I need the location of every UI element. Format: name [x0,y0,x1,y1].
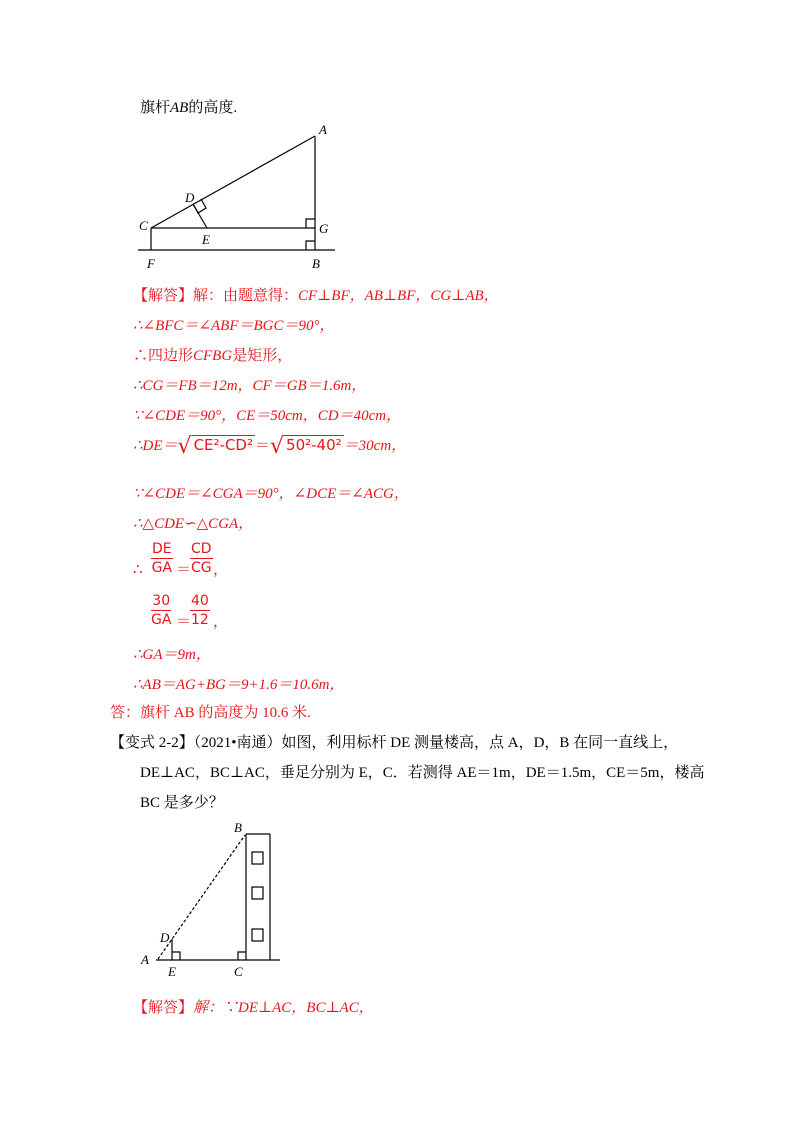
sqrt-1: √ CE²-CD² [177,434,253,459]
variant-tag: 【变式 2-2】 [110,735,194,751]
variant-line2: DE⊥AC，BC⊥AC，垂足分别为 E，C．若测得 AE＝1m，DE＝1.5m，CE＝5m，楼高 [140,765,705,781]
variant-header [110,733,678,753]
label2-C: C [234,964,243,979]
frac2-left [151,592,171,629]
intro-post: 的高度. [188,100,238,116]
fraction-line1 [133,538,333,580]
frac1-left-num: DE [152,541,172,557]
answer-line: 答：旗杆 AB 的高度为 10.6 米. [110,705,311,721]
frac2-end: ， [213,614,229,630]
label2-B: B [234,820,242,835]
variant-line1: 如图，利用标杆 DE 测量楼高，点 A，D，B 在同一直线上， [281,735,679,751]
sqrt-1-content: CE²-CD² [193,436,253,454]
figure-flagpole [135,120,345,275]
frac2-right-den: 12 [191,612,209,628]
label-E: E [202,232,210,247]
line3-a: ∴四边形 [133,348,194,364]
figure-building [138,818,288,980]
label2-A: A [141,952,149,967]
frac1-prefix: ∴ [133,562,143,578]
solution1-header [133,286,499,306]
label-A: A [319,122,327,137]
line3-b: CFBG [193,348,233,364]
frac1-left [151,540,173,577]
intro-text [140,98,237,118]
solution2-header [133,998,374,1018]
solution1-line5: ∵∠CDE＝90°，CE＝50cm，CD＝40cm， [133,408,402,424]
frac2-right [190,592,210,629]
frac1-left-den: GA [151,560,173,576]
label-C: C [139,218,148,233]
solution2-lead: 解：∵DE⊥AC，BC⊥AC， [193,1000,374,1016]
solution1-tag: 【解答】 [133,288,194,304]
solution1-line1: CF⊥BF，AB⊥BF，CG⊥AB， [298,288,499,304]
frac2-left-num: 30 [152,593,171,609]
solution1-line6 [133,432,406,460]
line3-c: 是矩形， [232,348,293,364]
label-F: F [147,256,155,271]
solution1-lead: 解：由题意得： [193,288,299,304]
variant-line3: BC 是多少？ [140,795,224,811]
label-B: B [312,256,320,271]
frac2-right-num: 40 [191,593,209,609]
frac1-right-num: CD [191,541,212,557]
label-D: D [185,190,195,205]
frac1-right-den: CG [190,560,212,576]
solution1-line7: ∵∠CDE＝∠CGA＝90°，∠DCE＝∠ACG， [133,486,409,502]
line6-eq: ＝ [255,438,271,454]
variant-source: （2021•南通） [193,735,282,751]
intro-var: AB [170,100,189,116]
solution1-line4: ∴CG＝FB＝12m，CF＝GB＝1.6m， [133,378,367,394]
label2-D: D [160,930,170,945]
solution1-line2: ∴∠BFC＝∠ABF＝BGC＝90°， [133,318,335,334]
frac1-end: ， [213,562,229,578]
fraction-line2 [133,590,333,632]
sqrt-2-content: 50²-40² [286,436,342,454]
solution1-line3 [133,346,292,366]
frac2-left-den: GA [151,612,172,628]
frac2-eq: ＝ [176,614,192,630]
solution1-line8: ∴△CDE∽△CGA， [133,516,254,532]
line6-b: ＝30cm， [343,438,407,454]
sqrt-2: √ 50²-40² [270,434,342,459]
line6-a: ∴DE＝ [133,438,178,454]
intro-pre: 旗杆 [140,100,171,116]
label-G: G [319,221,329,236]
solution2-tag: 【解答】 [133,1000,194,1016]
solution1-line10: ∴AB＝AG+BG＝9+1.6＝10.6m， [133,677,345,693]
frac1-right [190,540,213,577]
label2-E: E [168,964,176,979]
solution1-line9: ∴GA＝9m， [133,647,211,663]
frac1-eq: ＝ [176,562,192,578]
